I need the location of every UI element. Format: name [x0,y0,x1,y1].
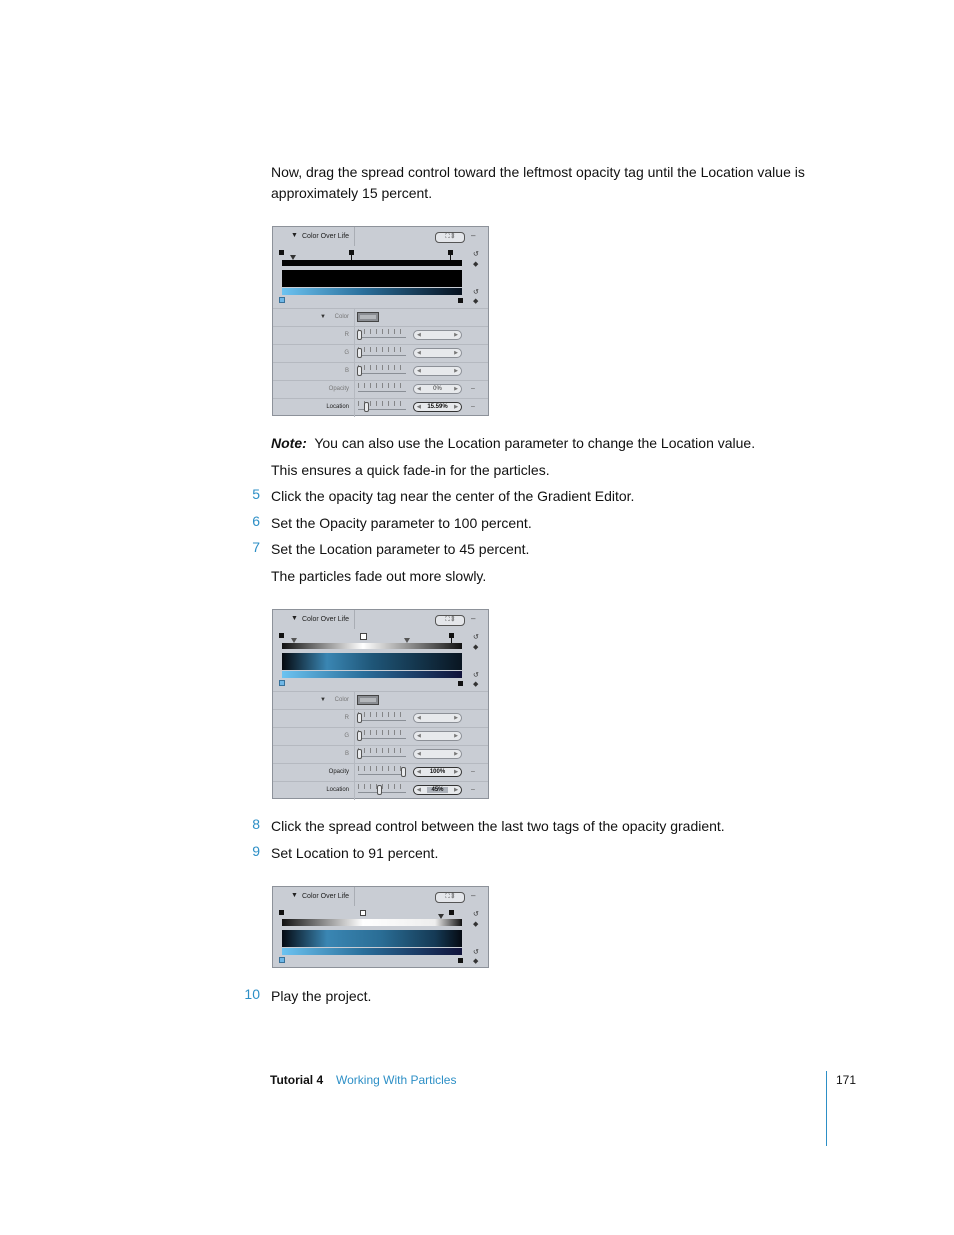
slider-thumb [357,713,362,723]
opacity-tag-selected [360,633,367,640]
slider-thumb [364,402,369,412]
color-gradient-bar [282,948,462,955]
color-tag [458,958,463,963]
location-row [273,398,488,417]
color-swatch [357,695,379,705]
opacity-gradient-bar [282,260,462,266]
gradient-editor-screenshot-1 [272,226,489,416]
r-row [273,709,488,728]
row-label: G [344,733,349,739]
slider-thumb [357,330,362,340]
result-paragraph: The particles fade out more slowly. [271,568,487,584]
note-text: You can also use the Location parameter to change the Location value. [314,435,756,451]
row-label: Opacity [328,769,349,775]
disclosure-triangle-icon: ▼ [291,232,298,239]
reset-icon: ↺ [473,251,479,258]
value-field: ◀ ▶ [413,330,462,340]
b-row [273,362,488,381]
color-tag [279,957,285,963]
row-label: R [344,715,349,721]
reset-icon: ↺ [473,634,479,641]
slider-thumb [357,749,362,759]
panel-title: Color Over Life [302,616,350,623]
color-swatch [357,312,379,322]
animate-icon: ◆ [473,644,479,651]
step-number: 6 [252,513,260,529]
note-label: Note: [271,435,307,451]
color-gradient-bar [282,288,462,295]
step-text: Set the Location parameter to 45 percent. [271,541,530,557]
animate-icon: ◆ [473,261,479,268]
animate-icon: ◆ [473,921,479,928]
opacity-tag [279,250,284,255]
minus-icon: – [471,614,476,623]
disclosure-triangle-icon: ▼ [291,615,298,622]
color-gradient-bar [282,671,462,678]
step-number: 10 [244,986,260,1002]
step-text: Play the project. [271,988,372,1004]
preset-icon: ⛶ ⇕ [435,232,465,243]
gradient-editor-screenshot-2 [272,609,489,799]
preview-gradient-bar [282,653,462,670]
step-number: 9 [252,843,260,859]
value-field: ◀ ▶ [413,366,462,376]
disclosure-triangle-icon: ▼ [291,892,298,899]
intro-paragraph: Now, drag the spread control toward the leftmost opacity tag until the Location value is approximately 15 percent. [271,164,805,201]
footer-chapter: Tutorial 4 [270,1073,324,1087]
gradient-editor-screenshot-3 [272,886,489,968]
panel-title: Color Over Life [302,233,350,240]
panel-title: Color Over Life [302,893,350,900]
opacity-tag [279,910,284,915]
disclosure-triangle-icon: ▼ [320,697,326,703]
opacity-field: ◀ 0% ▶ [413,384,462,394]
b-row [273,745,488,764]
color-row [273,691,488,710]
minus-icon: – [471,768,475,775]
location-row [273,781,488,800]
location-field: ◀ 45% ▶ [413,785,462,795]
color-tag [458,681,463,686]
row-label: Color [334,697,349,703]
row-label: Opacity [328,386,349,392]
preview-gradient-bar [282,930,462,947]
minus-icon: – [471,403,475,410]
row-label: Location [326,787,349,793]
slider-thumb [377,785,382,795]
step-text: Set the Opacity parameter to 100 percent. [271,515,532,531]
step-text: Click the spread control between the last two tags of the opacity gradient. [271,818,725,834]
reset-icon: ↺ [473,911,479,918]
slider-thumb [401,767,406,777]
panel-header [273,887,488,906]
location-field: ◀ 15.59% ▶ [413,402,462,412]
step-number: 5 [252,486,260,502]
panel-header [273,610,488,629]
step-number: 8 [252,816,260,832]
g-row [273,344,488,363]
value-field: ◀ ▶ [413,731,462,741]
minus-icon: – [471,891,476,900]
panel-header [273,227,488,246]
opacity-row [273,763,488,782]
row-label: B [344,751,349,757]
after-note-paragraph: This ensures a quick fade-in for the particles. [271,462,550,478]
g-row [273,727,488,746]
footer-divider [826,1071,827,1146]
r-row [273,326,488,345]
opacity-row [273,380,488,399]
preset-icon: ⛶ ⇕ [435,615,465,626]
footer-chapter-title: Working With Particles [336,1073,457,1087]
animate-icon: ◆ [473,958,479,965]
slider-thumb [357,731,362,741]
opacity-gradient-bar [282,643,462,649]
color-tag [458,298,463,303]
opacity-tag [279,633,284,638]
value-field: ◀ ▶ [413,348,462,358]
color-tag [279,297,285,303]
row-label: B [344,368,349,374]
value-field: ◀ ▶ [413,749,462,759]
value-field: ◀ ▶ [413,713,462,723]
preset-icon: ⛶ ⇕ [435,892,465,903]
preview-gradient-bar [282,270,462,287]
row-label: G [344,350,349,356]
row-label: Color [334,314,349,320]
color-row [273,308,488,327]
color-tag [279,680,285,686]
step-text: Set Location to 91 percent. [271,845,439,861]
reset-icon: ↺ [473,672,479,679]
minus-icon: – [471,786,475,793]
opacity-gradient-bar [282,919,462,926]
step-number: 7 [252,539,260,555]
row-label: R [344,332,349,338]
minus-icon: – [471,231,476,240]
animate-icon: ◆ [473,681,479,688]
opacity-tag [360,910,366,916]
slider-thumb [357,348,362,358]
opacity-field: ◀ 100% ▶ [413,767,462,777]
row-label: Location [326,404,349,410]
opacity-tag [449,910,454,915]
animate-icon: ◆ [473,298,479,305]
reset-icon: ↺ [473,289,479,296]
page-number: 171 [836,1073,857,1087]
reset-icon: ↺ [473,949,479,956]
step-text: Click the opacity tag near the center of the Gradient Editor. [271,488,635,504]
slider-thumb [357,366,362,376]
disclosure-triangle-icon: ▼ [320,314,326,320]
minus-icon: – [471,385,475,392]
note-paragraph [271,433,821,454]
